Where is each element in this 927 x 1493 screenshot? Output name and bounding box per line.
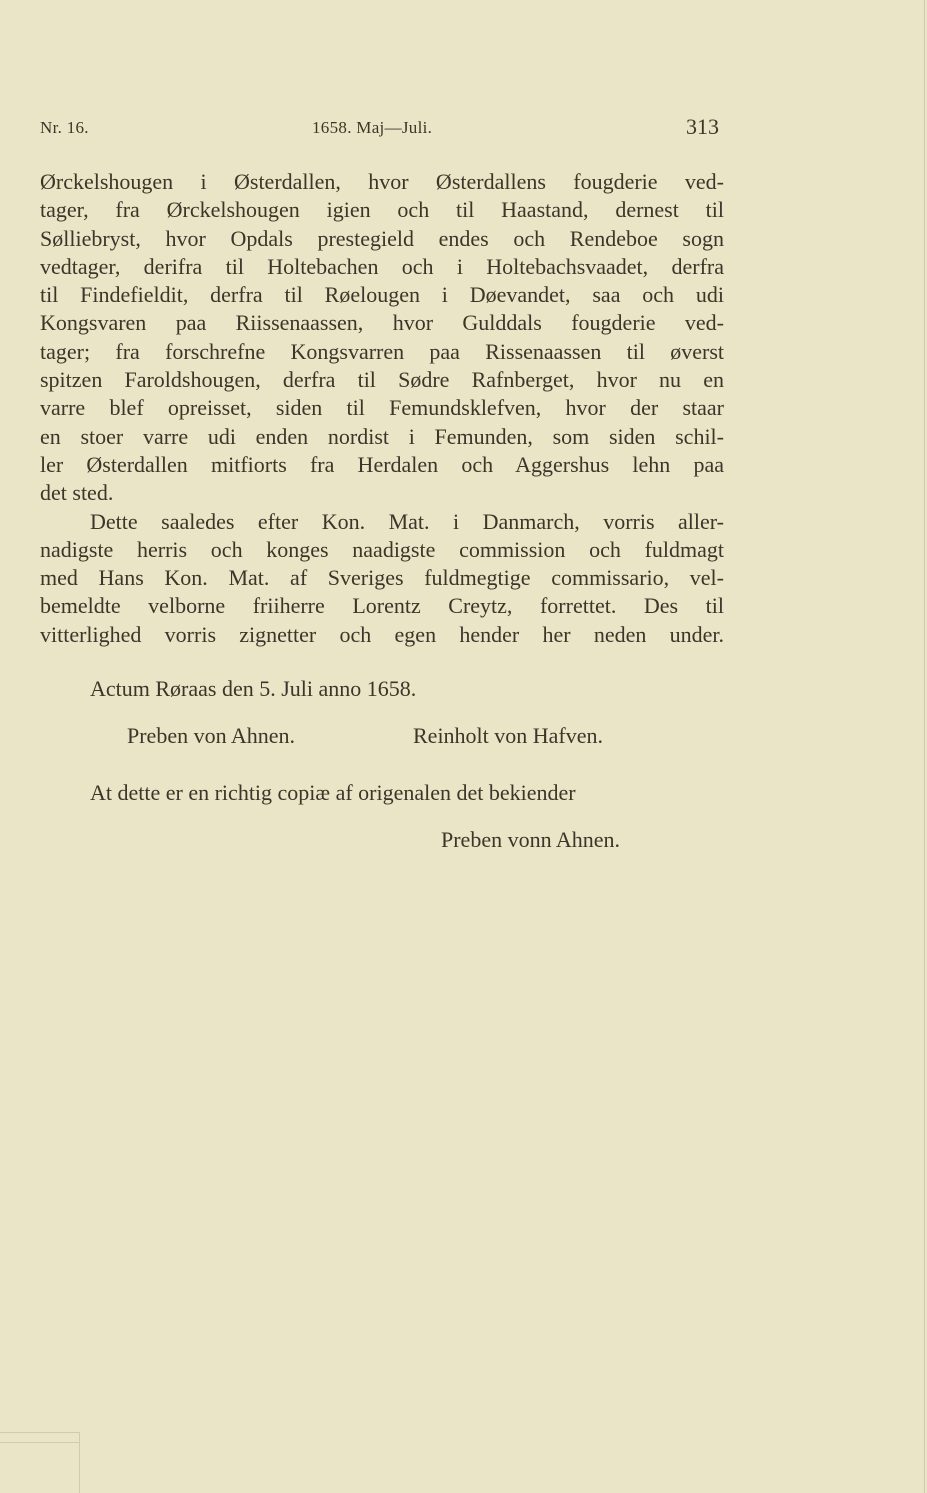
- text-line: bemeldte velborne friiherre Lorentz Creytz, forrettet. Des til: [40, 593, 724, 619]
- running-head-date: 1658. Maj—Juli.: [312, 118, 433, 137]
- attestation: At dette er en richtig copiæ af origenalen det bekiender: [90, 780, 576, 805]
- text-line: Dette saaledes efter Kon. Mat. i Danmarch, vorris aller-: [90, 508, 724, 534]
- text-line: til Findefieldit, derfra til Røelougen i Døevandet, saa och udi: [40, 282, 724, 308]
- text-line: en stoer varre udi enden nordist i Femunden, som siden schil-: [40, 423, 724, 449]
- text-line: vedtager, derifra til Holtebachen och i Holtebachsvaadet, derfra: [40, 253, 724, 279]
- text-line: spitzen Faroldshougen, derfra til Sødre Rafnberget, hvor nu en: [40, 367, 724, 393]
- text-line: Ørckelshougen i Østerdallen, hvor Østerdallens fougderie ved-: [40, 169, 724, 194]
- page-number: 313: [686, 114, 719, 139]
- page-edge-mark: [0, 1432, 80, 1433]
- text-line: vitterlighed vorris zignetter och egen hender her neden under.: [40, 621, 724, 647]
- text-line: tager, fra Ørckelshougen igien och til Haastand, dernest til: [40, 197, 724, 223]
- text-line: med Hans Kon. Mat. af Sveriges fuldmegtige commissario, vel-: [40, 565, 724, 591]
- text-line: ler Østerdallen mitfiorts fra Herdalen och Aggershus lehn paa: [40, 451, 724, 477]
- text-line: det sted.: [40, 480, 114, 506]
- page-edge-mark: [79, 1432, 80, 1493]
- signature-1: Preben von Ahnen.: [127, 723, 296, 748]
- text-line: tager; fra forschrefne Kongsvarren paa Rissenaassen til øverst: [40, 338, 724, 364]
- text-line: nadigste herris och konges naadigste commission och fuldmagt: [40, 536, 724, 562]
- dateline: Actum Røraas den 5. Juli anno 1658.: [90, 676, 417, 701]
- text-line: Kongsvaren paa Riissenaassen, hvor Gulddals fougderie ved-: [40, 310, 724, 336]
- running-head-number: Nr. 16.: [40, 118, 89, 137]
- signature-2: Reinholt von Hafven.: [413, 723, 604, 748]
- main-text: [40, 168, 724, 649]
- page-edge-mark: [0, 1442, 80, 1443]
- text-line: varre blef opreisset, siden til Femundsklefven, hvor der staar: [40, 395, 724, 421]
- page-edge-mark: [924, 0, 925, 1493]
- text-line: Sølliebryst, hvor Opdals prestegield endes och Rendeboe sogn: [40, 225, 724, 251]
- attestation-signature: Preben vonn Ahnen.: [441, 827, 621, 852]
